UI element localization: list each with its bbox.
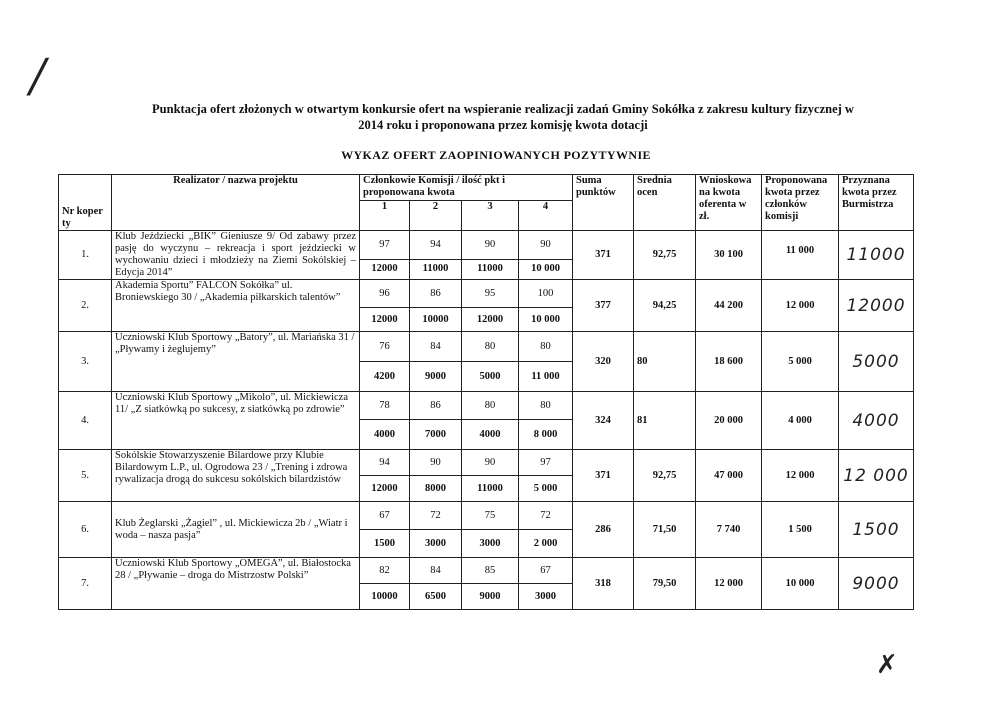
member-amount: 3000 <box>519 584 573 610</box>
wnioskowana-kwota: 30 100 <box>696 231 762 280</box>
suma-punktow: 318 <box>573 558 634 610</box>
table-row <box>59 502 914 530</box>
member-amount: 9000 <box>410 362 462 392</box>
member-points: 94 <box>360 450 410 476</box>
handwritten-slash-mark: / <box>30 48 46 102</box>
member-amount: 8000 <box>410 476 462 502</box>
header-suma: Suma punktów <box>573 175 634 231</box>
member-points: 85 <box>462 558 519 584</box>
header-member-3: 3 <box>462 201 519 231</box>
header-przyznana: Przyznana kwota przez Burmistrza <box>839 175 914 231</box>
member-amount: 12000 <box>360 476 410 502</box>
header-proponowana: Proponowana kwota przez członków komisji <box>762 175 839 231</box>
member-points: 80 <box>462 332 519 362</box>
member-amount: 8 000 <box>519 420 573 450</box>
header-srednia: Średnia ocen <box>634 175 696 231</box>
member-amount: 2 000 <box>519 530 573 558</box>
row-number: 6. <box>59 502 112 558</box>
table-row <box>59 558 914 584</box>
table-row <box>59 450 914 476</box>
suma-punktow: 371 <box>573 231 634 280</box>
srednia-ocen: 94,25 <box>634 280 696 332</box>
proponowana-kwota: 4 000 <box>762 392 839 450</box>
wnioskowana-kwota: 44 200 <box>696 280 762 332</box>
member-points: 76 <box>360 332 410 362</box>
wnioskowana-kwota: 18 600 <box>696 332 762 392</box>
table-row <box>59 332 914 362</box>
member-amount: 10000 <box>410 308 462 332</box>
member-points: 100 <box>519 280 573 308</box>
member-points: 86 <box>410 392 462 420</box>
member-points: 86 <box>410 280 462 308</box>
offers-table <box>58 174 914 610</box>
header-realizator: Realizator / nazwa projektu <box>112 175 360 231</box>
suma-punktow: 371 <box>573 450 634 502</box>
srednia-ocen: 71,50 <box>634 502 696 558</box>
member-points: 72 <box>519 502 573 530</box>
project-description: Uczniowski Klub Sportowy „Batory”, ul. Mariańska 31 / „Pływamy i żeglujemy” <box>112 332 360 392</box>
proponowana-kwota: 5 000 <box>762 332 839 392</box>
title-line-2: 2014 roku i proponowana przez komisję kwota dotacji <box>358 118 648 132</box>
member-points: 82 <box>360 558 410 584</box>
suma-punktow: 320 <box>573 332 634 392</box>
table-row <box>59 231 914 260</box>
wnioskowana-kwota: 7 740 <box>696 502 762 558</box>
row-number: 5. <box>59 450 112 502</box>
member-points: 84 <box>410 558 462 584</box>
srednia-ocen: 92,75 <box>634 450 696 502</box>
member-points: 90 <box>410 450 462 476</box>
title-line-1: Punktacja ofert złożonych w otwartym konkursie ofert na wspieranie realizacji zadań Gminy Sokółka z zakresu kultury fizycznej w <box>152 102 854 116</box>
member-amount: 5000 <box>462 362 519 392</box>
przyznana-kwota-handwritten: 1500 <box>839 502 914 558</box>
member-points: 67 <box>360 502 410 530</box>
member-amount: 11000 <box>462 259 519 279</box>
row-number: 4. <box>59 392 112 450</box>
member-amount: 12000 <box>360 308 410 332</box>
project-description: Klub Jeździecki „BIK” Gieniusze 9/ Od zabawy przez pasję do wyczynu – rekreacja i sport jeździecki w wychowaniu dzieci i młodzieży na Ziemi Sokólskiej – Edycja 2014” <box>112 231 360 280</box>
member-amount: 10 000 <box>519 259 573 279</box>
przyznana-kwota-handwritten: 11000 <box>839 231 914 280</box>
member-amount: 11 000 <box>519 362 573 392</box>
member-amount: 3000 <box>462 530 519 558</box>
member-points: 78 <box>360 392 410 420</box>
wnioskowana-kwota: 20 000 <box>696 392 762 450</box>
przyznana-kwota-handwritten: 9000 <box>839 558 914 610</box>
member-amount: 10000 <box>360 584 410 610</box>
member-amount: 10 000 <box>519 308 573 332</box>
member-amount: 12000 <box>360 259 410 279</box>
header-wnioskowana: Wnioskowa na kwota oferenta w zł. <box>696 175 762 231</box>
srednia-ocen: 79,50 <box>634 558 696 610</box>
proponowana-kwota: 11 000 <box>762 231 839 280</box>
member-points: 96 <box>360 280 410 308</box>
member-points: 80 <box>462 392 519 420</box>
member-amount: 11000 <box>410 259 462 279</box>
member-points: 97 <box>360 231 410 260</box>
member-points: 95 <box>462 280 519 308</box>
srednia-ocen: 81 <box>634 392 696 450</box>
member-points: 72 <box>410 502 462 530</box>
member-points: 80 <box>519 332 573 362</box>
table-row <box>59 280 914 308</box>
srednia-ocen: 80 <box>634 332 696 392</box>
header-member-4: 4 <box>519 201 573 231</box>
project-description: Akademia Sportu” FALCON Sokółka” ul. Broniewskiego 30 / „Akademia piłkarskich talentów” <box>112 280 360 332</box>
member-points: 90 <box>519 231 573 260</box>
header-row-1 <box>59 175 914 201</box>
header-committee: Członkowie Komisji / ilość pkt i proponowana kwota <box>360 175 573 201</box>
member-amount: 7000 <box>410 420 462 450</box>
member-amount: 4200 <box>360 362 410 392</box>
header-nr: Nr koper ty <box>59 175 112 231</box>
list-title: WYKAZ OFERT ZAOPINIOWANYCH POZYTYWNIE <box>341 148 651 162</box>
row-number: 7. <box>59 558 112 610</box>
suma-punktow: 377 <box>573 280 634 332</box>
project-description: Sokólskie Stowarzyszenie Bilardowe przy Klubie Bilardowym L.P., ul. Ogrodowa 23 / „Trening i zdrowa rywalizacja drogą do sukcesu sokólskich bilardzistów <box>112 450 360 502</box>
row-number: 3. <box>59 332 112 392</box>
header-member-1: 1 <box>360 201 410 231</box>
member-points: 80 <box>519 392 573 420</box>
row-number: 2. <box>59 280 112 332</box>
member-amount: 5 000 <box>519 476 573 502</box>
member-amount: 4000 <box>360 420 410 450</box>
member-amount: 4000 <box>462 420 519 450</box>
project-description: Uczniowski Klub Sportowy „OMEGA”, ul. Białostocka 28 / „Pływanie – droga do Mistrzostw Polski” <box>112 558 360 610</box>
member-amount: 11000 <box>462 476 519 502</box>
member-amount: 1500 <box>360 530 410 558</box>
header-member-2: 2 <box>410 201 462 231</box>
member-amount: 9000 <box>462 584 519 610</box>
proponowana-kwota: 12 000 <box>762 280 839 332</box>
suma-punktow: 324 <box>573 392 634 450</box>
proponowana-kwota: 10 000 <box>762 558 839 610</box>
member-points: 67 <box>519 558 573 584</box>
project-description: Uczniowski Klub Sportowy „Mikolo”, ul. Mickiewicza 11/ „Z siatkówką po sukcesy, z siatkówką po zdrowie” <box>112 392 360 450</box>
proponowana-kwota: 12 000 <box>762 450 839 502</box>
member-points: 94 <box>410 231 462 260</box>
przyznana-kwota-handwritten: 4000 <box>839 392 914 450</box>
srednia-ocen: 92,75 <box>634 231 696 280</box>
handwritten-cross-mark: ✗ <box>876 650 898 680</box>
member-points: 90 <box>462 450 519 476</box>
member-amount: 3000 <box>410 530 462 558</box>
table-row <box>59 392 914 420</box>
row-number: 1. <box>59 231 112 280</box>
przyznana-kwota-handwritten: 12000 <box>839 280 914 332</box>
member-points: 75 <box>462 502 519 530</box>
member-points: 97 <box>519 450 573 476</box>
wnioskowana-kwota: 47 000 <box>696 450 762 502</box>
przyznana-kwota-handwritten: 5000 <box>839 332 914 392</box>
przyznana-kwota-handwritten: 12 000 <box>839 450 914 502</box>
member-points: 84 <box>410 332 462 362</box>
suma-punktow: 286 <box>573 502 634 558</box>
proponowana-kwota: 1 500 <box>762 502 839 558</box>
project-description: Klub Żeglarski „Żagiel” , ul. Mickiewicza 2b / „Wiatr i woda – nasza pasja” <box>112 502 360 558</box>
member-amount: 12000 <box>462 308 519 332</box>
wnioskowana-kwota: 12 000 <box>696 558 762 610</box>
member-points: 90 <box>462 231 519 260</box>
document-title <box>88 101 918 133</box>
member-amount: 6500 <box>410 584 462 610</box>
